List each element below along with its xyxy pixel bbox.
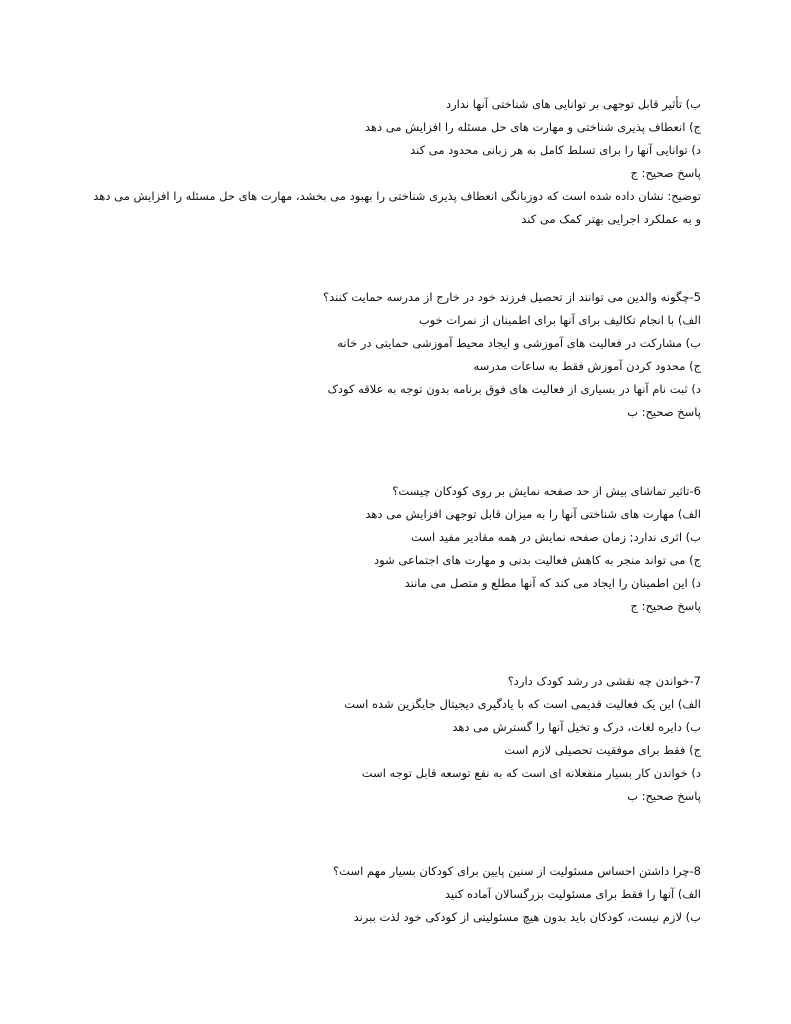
- prev-explanation-line-2: و به عملکرد اجرایی بهتر کمک می کند: [521, 212, 701, 226]
- q7-option-a: الف) این یک فعالیت قدیمی است که با یادگیری دیجیتال جایگزین شده است: [344, 697, 701, 711]
- q7-question: 7-خواندن چه نقشی در رشد کودک دارد؟: [507, 674, 701, 688]
- q6-option-c: ج) می تواند منجر به کاهش فعالیت بدنی و مهارت های اجتماعی شود: [374, 553, 701, 567]
- q6-option-b: ب) اثری ندارد; زمان صفحه نمایش در همه مقادیر مفید است: [411, 530, 701, 544]
- q7-option-c: ج) فقط برای موفقیت تحصیلی لازم است: [504, 743, 701, 757]
- q8-option-b: ب) لازم نیست، کودکان باید بدون هیچ مسئولیتی از کودکی خود لذت ببرند: [353, 910, 701, 924]
- q5-question: 5-چگونه والدین می توانند از تحصیل فرزند خود در خارج از مدرسه حمایت کنند؟: [322, 290, 701, 304]
- prev-option-c: ج) انعطاف پذیری شناختی و مهارت های حل مسئله را افزایش می دهد: [364, 120, 701, 134]
- q6-option-d: د) این اطمینان را ایجاد می کند که آنها مطلع و متصل می مانند: [404, 576, 701, 590]
- q5-option-a: الف) با انجام تکالیف برای آنها برای اطمینان از نمرات خوب: [418, 313, 701, 327]
- prev-answer: پاسخ صحیح: ج: [630, 166, 701, 180]
- q7-option-b: ب) دایره لغات، درک و تخیل آنها را گسترش می دهد: [452, 720, 701, 734]
- prev-explanation-line-1: توضیح: نشان داده شده است که دوزبانگی انعطاف پذیری شناختی را بهبود می بخشد، مهارت های حل مسئله را افزایش می دهد: [93, 189, 701, 203]
- q6-option-a: الف) مهارت های شناختی آنها را به میزان قابل توجهی افزایش می دهد: [365, 507, 701, 521]
- q5-option-b: ب) مشارکت در فعالیت های آموزشی و ایجاد محیط آموزشی حمایتی در خانه: [337, 336, 701, 350]
- prev-option-d: د) توانایی آنها را برای تسلط کامل به هر زبانی محدود می کند: [410, 143, 701, 157]
- q6-answer: پاسخ صحیح: ج: [630, 599, 701, 613]
- q6-question: 6-تاثیر تماشای بیش از حد صفحه نمایش بر روی کودکان چیست؟: [392, 484, 701, 498]
- prev-option-b: ب) تأثیر قابل توجهی بر توانایی های شناختی آنها ندارد: [445, 97, 701, 111]
- q7-answer: پاسخ صحیح: ب: [627, 789, 701, 803]
- q8-option-a: الف) آنها را فقط برای مسئولیت بزرگسالان آماده کنید: [444, 887, 701, 901]
- q8-question: 8-چرا داشتن احساس مسئولیت از سنین پایین برای کودکان بسیار مهم است؟: [333, 864, 701, 878]
- q5-option-d: د) ثبت نام آنها در بسیاری از فعالیت های فوق برنامه بدون توجه به علاقه کودک: [327, 382, 701, 396]
- q5-option-c: ج) محدود کردن آموزش فقط به ساعات مدرسه: [473, 359, 701, 373]
- q5-answer: پاسخ صحیح: ب: [627, 405, 701, 419]
- q7-option-d: د) خواندن کار بسیار منفعلانه ای است که به نفع توسعه قابل توجه است: [361, 766, 701, 780]
